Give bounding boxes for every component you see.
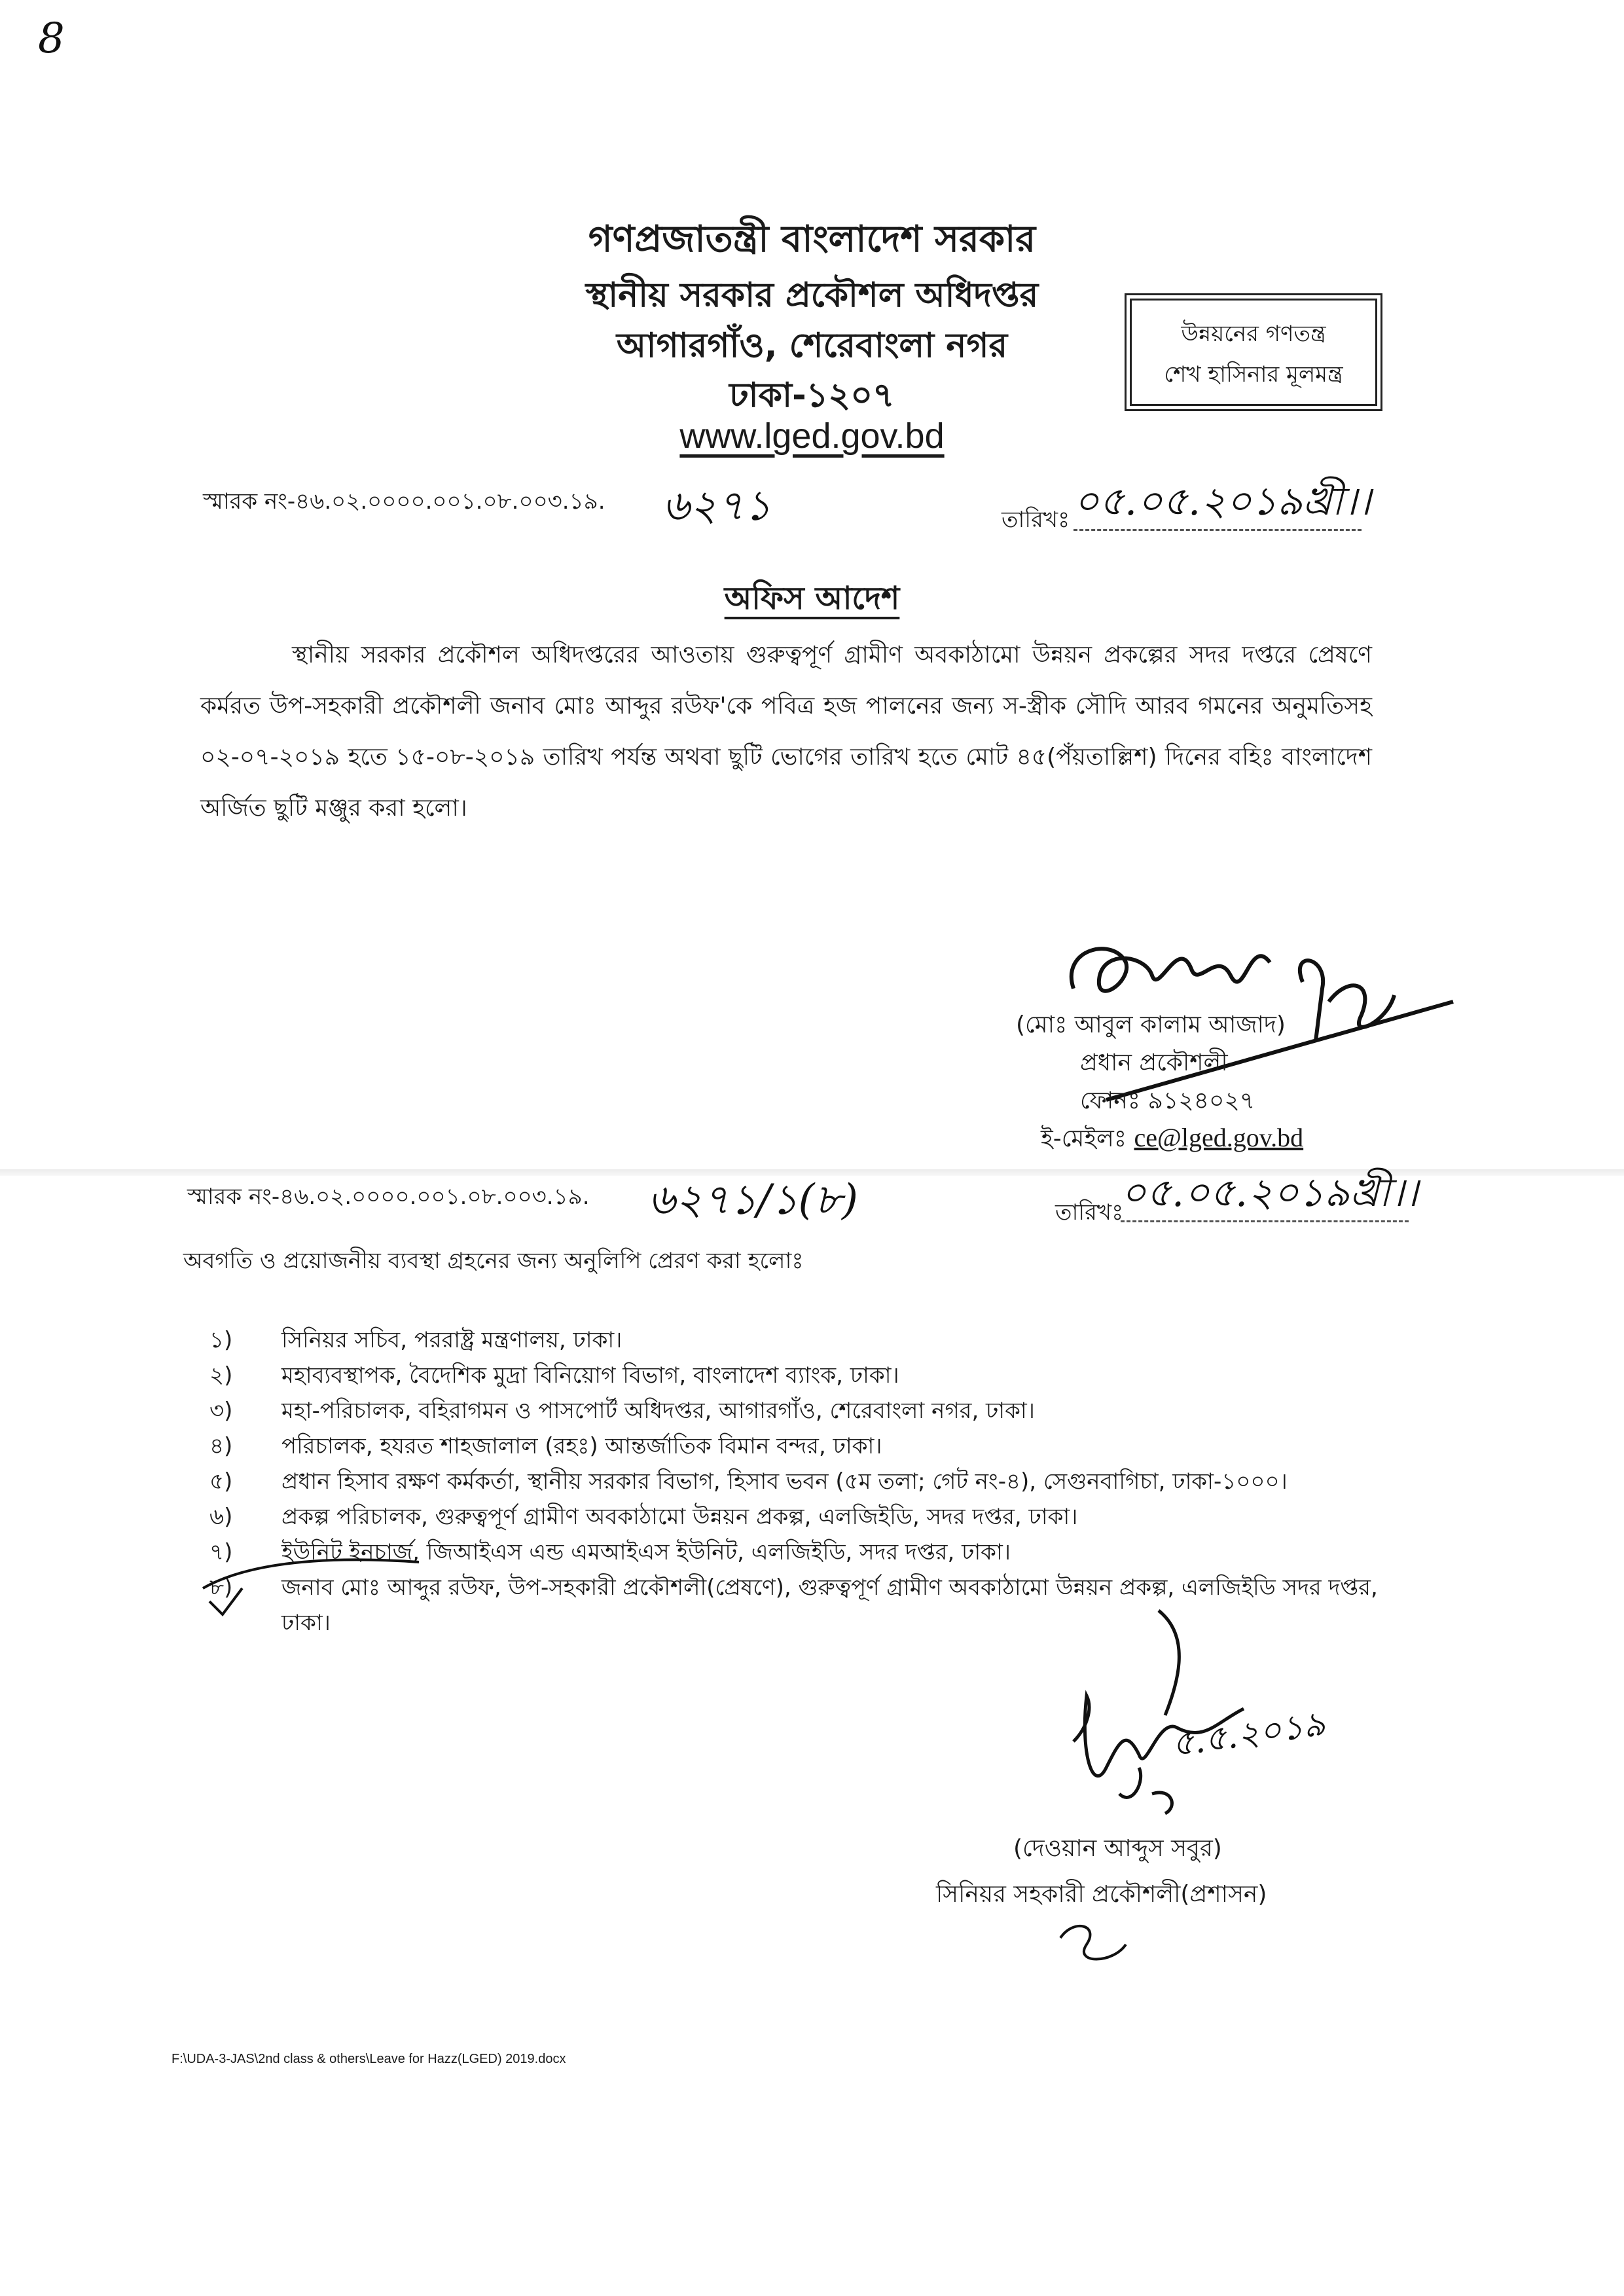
list-item-number: ৭) (209, 1539, 233, 1565)
list-item-number: ৫) (209, 1468, 233, 1495)
list-item-number: ১) (209, 1327, 233, 1353)
list-item (209, 1358, 1388, 1393)
list-item-text: জনাব মোঃ আব্দুর রউফ, উপ-সহকারী প্রকৌশলী(প্রেষণে), গুরুত্বপূর্ণ গ্রামীণ অবকাঠামো উন্নয়ন প্রকল্প, এলজিইডি সদর দপ্তর, ঢাকা। (281, 1575, 1378, 1636)
cc-intro: অবগতি ও প্রয়োজনীয় ব্যবস্থা গ্রহনের জন্য অনুলিপি প্রেরণ করা হলোঃ (183, 1248, 804, 1274)
memo1-number-prefix: স্মারক নং-৪৬.০২.০০০০.০০১.০৮.০০৩.১৯. (203, 488, 605, 515)
signatory1-email: ce@lged.gov.bd (1134, 1123, 1304, 1152)
header-website: www.lged.gov.bd (679, 416, 945, 456)
signatory2-handwritten-date: ৫.৫.২০১৯ (1169, 1704, 1328, 1765)
memo2-date-label: তারিখঃ (1055, 1199, 1124, 1226)
memo2-number-handwritten: ৬২৭১/১(৮) (648, 1176, 858, 1224)
list-item-text: প্রকল্প পরিচালক, গুরুত্বপূর্ণ গ্রামীণ অবকাঠামো উন্নয়ন প্রকল্প, এলজিইডি, সদর দপ্তর, ঢাকা। (281, 1504, 1078, 1530)
list-item-text: মহা-পরিচালক, বহিরাগমন ও পাসপোর্ট অধিদপ্তর, আগারগাঁও, শেরেবাংলা নগর, ঢাকা। (281, 1398, 1035, 1424)
signatory1-name: (মোঃ আবুল কালাম আজাদ) (1016, 1011, 1286, 1038)
footer-file-path: F:\UDA-3-JAS\2nd class & others\Leave for Hazz(LGED) 2019.docx (171, 2052, 566, 2066)
signatory2-name: (দেওয়ান আব্দুস সবুর) (1013, 1835, 1222, 1862)
list-item (209, 1393, 1388, 1429)
list-item-text: প্রধান হিসাব রক্ষণ কর্মকর্তা, স্থানীয় সরকার বিভাগ, হিসাব ভবন (৫ম তলা; গেট নং-৪), সেগুনবাগিচা, ঢাকা-১০০০। (281, 1468, 1288, 1495)
header-department: স্থানীয় সরকার প্রকৌশল অধিদপ্তর (585, 276, 1039, 315)
signatory1-email-label: ই-মেইলঃ (1041, 1125, 1127, 1152)
handwritten-tick-marks (196, 1549, 432, 1628)
memo1-number-handwritten: ৬২৭১ (662, 482, 772, 530)
order-title: অফিস আদেশ (724, 580, 900, 617)
corner-page-mark: 8 (38, 14, 65, 63)
memo2-date-dotted-line (1121, 1220, 1409, 1222)
motto-line-2: শেখ হাসিনার মূলমন্ত্র (1164, 361, 1343, 388)
list-item (209, 1499, 1388, 1535)
list-item-text: ইউনিট ইনচার্জ, জিআইএস এন্ড এমআইএস ইউনিট, এলজিইডি, সদর দপ্তর, ঢাকা। (281, 1539, 1011, 1565)
list-item-number: ৪) (209, 1433, 233, 1459)
list-item (209, 1429, 1388, 1464)
list-item (209, 1322, 1388, 1358)
list-item-text: পরিচালক, হযরত শাহজালাল (রহঃ) আন্তর্জাতিক বিমান বন্দর, ঢাকা। (281, 1433, 882, 1459)
header-address: আগারগাঁও, শেরেবাংলা নগর (616, 326, 1008, 365)
memo1-date-label: তারিখঃ (1001, 507, 1070, 533)
signatory1-phone: ফোনঃ ৯১২৪০২৭ (1080, 1087, 1255, 1114)
list-item (209, 1464, 1388, 1499)
header-government: গণপ্রজাতন্ত্রী বাংলাদেশ সরকার (588, 218, 1036, 261)
signatory2-designation: সিনিয়র সহকারী প্রকৌশলী(প্রশাসন) (936, 1881, 1267, 1908)
list-item-text: মহাব্যবস্থাপক, বৈদেশিক মুদ্রা বিনিয়োগ বিভাগ, বাংলাদেশ ব্যাংক, ঢাকা। (281, 1362, 899, 1389)
signatory1-designation: প্রধান প্রকৌশলী (1080, 1049, 1228, 1076)
memo1-number (203, 484, 605, 522)
list-item-number: ২) (209, 1362, 233, 1389)
list-item-number: ৮) (209, 1575, 233, 1601)
list-item-text: সিনিয়র সচিব, পররাষ্ট্র মন্ত্রণালয়, ঢাকা। (281, 1327, 623, 1353)
memo1-date-handwritten: ০৫.০৫.২০১৯খ্রী।। (1074, 479, 1371, 524)
memo2-date-handwritten: ০৫.০৫.২০১৯খ্রী।। (1121, 1170, 1418, 1216)
signatory1-email-row (1041, 1121, 1303, 1160)
motto-box (1125, 293, 1382, 411)
list-item-number: ৬) (209, 1504, 233, 1530)
list-item-number: ৩) (209, 1398, 233, 1424)
memo2-number-prefix: স্মারক নং-৪৬.০২.০০০০.০০১.০৮.০০৩.১৯. (187, 1184, 590, 1210)
order-body: স্থানীয় সরকার প্রকৌশল অধিদপ্তরের আওতায় গুরুত্বপূর্ণ গ্রামীণ অবকাঠামো উন্নয়ন প্রকল্পের সদর দপ্তরে প্রেষণে কর্মরত উপ-সহকারী প্রকৌশলী জনাব মোঃ আব্দুর রউফ'কে পবিত্র হজ পালনের জন্য স-স্ত্রীক সৌদি আরব গমনের অনুমতিসহ ০২-০৭-২০১৯ হতে ১৫-০৮-২০১৯ তারিখ পর্যন্ত অথবা ছুটি ভোগের তারিখ হতে মোট ৪৫(পঁয়তাল্লিশ) দিনের বহিঃ বাংলাদেশ অর্জিত ছুটি মঞ্জুর করা হলো। (200, 642, 1372, 822)
header-city: ঢাকা-১২০৭ (729, 376, 895, 415)
memo1-date-dotted-line (1074, 529, 1362, 531)
motto-line-1: উন্নয়নের গণতন্ত্র (1181, 321, 1326, 347)
